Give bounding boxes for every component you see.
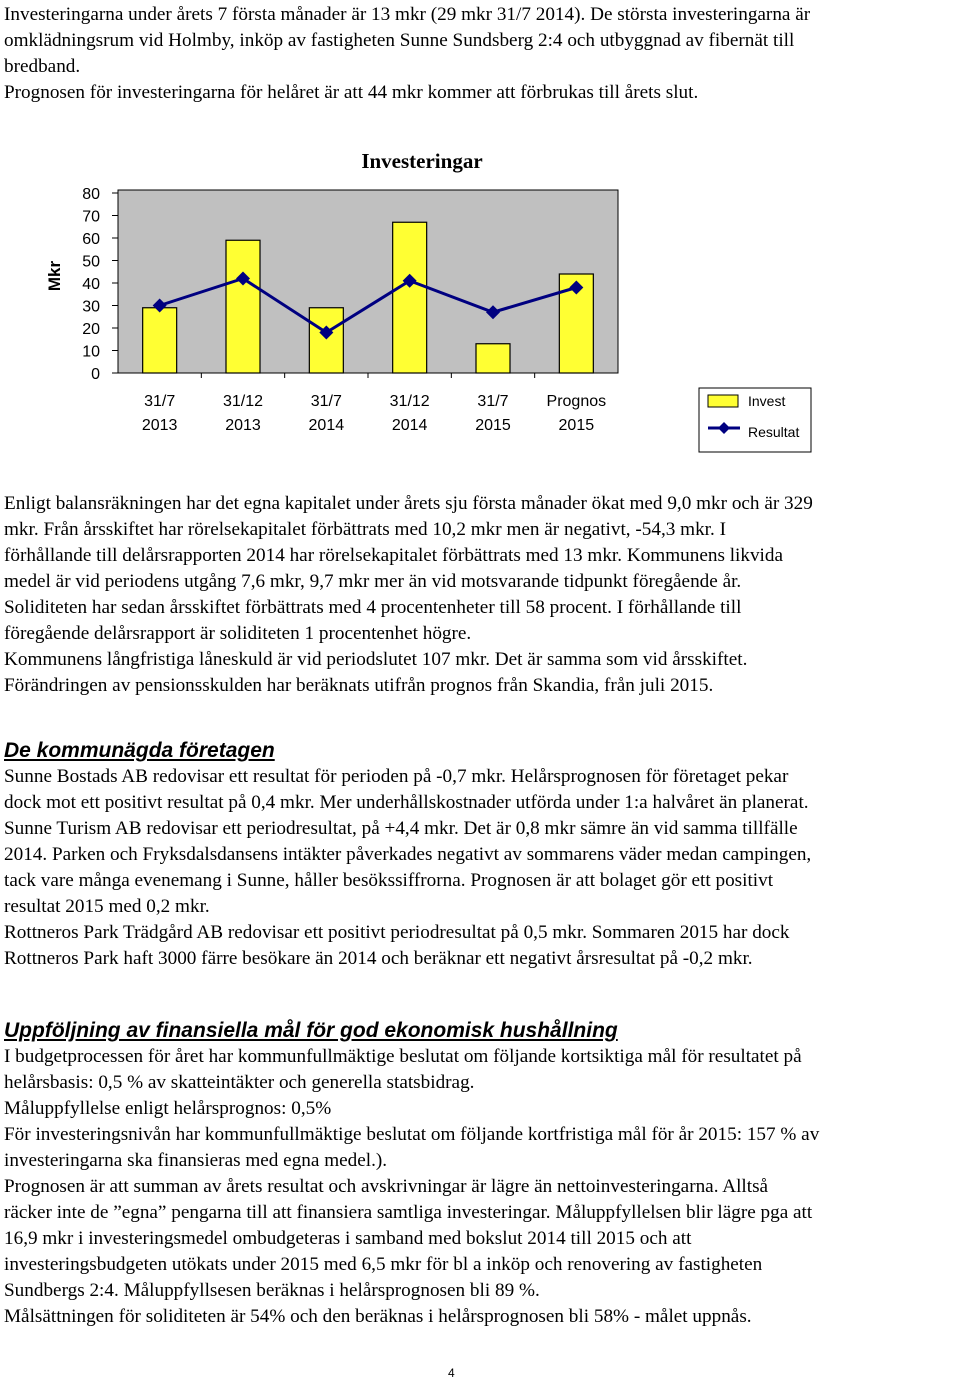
body-line: mkr. Från årsskiftet har rörelsekapitalet förbättrats med 10,2 mkr men är negativt, -54,3 mkr. I [4,519,726,540]
chart-svg [0,120,960,480]
bar-invest [226,240,260,373]
bar-invest [309,308,343,373]
x-tick-label: 31/7 [477,393,509,410]
intro-line: bredband. [4,56,81,77]
chart-legend [699,388,811,452]
x-tick-label: Prognos [546,393,607,410]
x-tick-label: 2015 [558,417,595,434]
x-tick-label: 2014 [391,417,428,434]
body-line: Målsättningen för soliditeten är 54% och den beräknas i helårsprognosen bli 58% - målet uppnås. [4,1306,752,1327]
financial-goals-paragraph [4,1044,956,1330]
bar-invest [393,222,427,373]
body-line: Enligt balansräkningen har det egna kapitalet under årets sju första månader ökat med 9,0 mkr och är 329 [4,493,813,514]
section-heading-companies: De kommunägda företagen [4,739,275,762]
bar-invest [476,344,510,373]
body-line: Kommunens långfristiga låneskuld är vid periodslutet 107 mkr. Det är samma som vid årsskiftet. [4,649,748,670]
x-tick-label: 2014 [308,417,345,434]
body-line: I budgetprocessen för året har kommunfullmäktige beslutat om följande kortsiktiga mål för resultatet på [4,1046,802,1067]
body-line: 2014. Parken och Fryksdalsdansens intäkter påverkades negativt av sommarens väder medan campingen, [4,844,812,865]
x-tick-label: 31/12 [222,393,264,410]
y-tick-label: 50 [82,253,100,271]
y-tick-label: 40 [82,276,100,293]
bar-invest [143,308,177,373]
intro-line: omklädningsrum vid Holmby, inköp av fastigheten Sunne Sundsberg 2:4 och utbyggnad av fibernät till [4,30,795,51]
page-number: 4 [448,1366,455,1380]
body-line: Soliditeten har sedan årsskiftet förbättrats med 4 procentenheter till 58 procent. I förhållande till [4,597,742,618]
y-tick-label: 10 [82,343,100,361]
y-tick-label: 30 [82,298,100,316]
body-line: Sunne Bostads AB redovisar ett resultat för perioden på -0,7 mkr. Helårsprognosen för företaget pekar [4,766,789,787]
investment-chart [0,120,960,480]
body-line: Prognosen är att summan av årets resultat och avskrivningar är lägre än nettoinvesteringarna. Alltså [4,1176,769,1197]
y-axis-title: Mkr [45,260,64,292]
body-line: förhållande till delårsrapporten 2014 har rörelsekapitalet förbättrats med 13 mkr. Kommunens likvida [4,545,783,566]
body-line: räcker inte de ”egna” pengarna till att finansiera samtliga investeringar. Måluppfyllelsen blir lägre pga att [4,1202,813,1223]
y-tick-label: 70 [82,208,100,226]
x-tick-label: 31/7 [144,393,176,410]
x-tick-label: 2015 [475,417,511,434]
y-tick-label: 20 [82,321,100,338]
body-line: föregående delårsrapport är soliditeten 1 procentenhet högre. [4,623,472,644]
companies-paragraph [4,764,956,972]
body-line: För investeringsnivån har kommunfullmäktige beslutat om följande kortfristiga mål för år 2015: 157 % av [4,1124,820,1145]
plot-area [118,190,618,373]
body-line: helårsbasis: 0,5 % av skatteintäkter och generella statsbidrag. [4,1072,475,1093]
intro-line: Prognosen för investeringarna för helåret är att 44 mkr kommer att förbrukas till årets slut. [4,82,699,103]
x-tick-label: 2013 [225,417,261,434]
body-line: Förändringen av pensionsskulden har beräknats utifrån prognos från Skandia, från juli 2015. [4,675,714,696]
legend-label-invest: Invest [748,393,786,409]
body-line: resultat 2015 med 0,2 mkr. [4,896,210,917]
body-line: Rottneros Park Trädgård AB redovisar ett positivt periodresultat på 0,5 mkr. Sommaren 2015 har dock [4,922,790,943]
x-tick-label: 2013 [141,417,178,434]
body-line: investeringsbudgeten utökats under 2015 med 6,5 mkr för bl a inköp och renovering av fastigheten [4,1254,763,1275]
intro-line: Investeringarna under årets 7 första månader är 13 mkr (29 mkr 31/7 2014). De största investeringarna är [4,4,811,25]
body-line: dock mot ett positivt resultat på 0,4 mkr. Mer underhållskostnader utförda under 1:a halvåret än planerat. [4,792,809,813]
legend-swatch-invest [708,395,738,407]
chart-title: Investeringar [361,149,483,173]
body-line: Rottneros Park haft 3000 färre besökare än 2014 och beräknar ett negativt årsresultat på -0,2 mkr. [4,948,753,969]
legend-label-resultat: Resultat [748,424,800,440]
body-line: tack vare många evenemang i Sunne, håller besökssiffrorna. Prognosen är att bolaget gör ett positivt [4,870,774,891]
body-line: investeringarna ska finansieras med egna medel.). [4,1150,388,1171]
section-heading-financial-goals: Uppföljning av finansiella mål för god ekonomisk hushållning [4,1019,618,1042]
y-tick-label: 60 [82,231,100,248]
x-tick-label: 31/7 [310,393,342,410]
x-tick-label: 31/12 [389,393,430,410]
y-tick-label: 0 [91,366,100,383]
body-line: 16,9 mkr i investeringsmedel ombudgeteras i samband med bokslut 2014 till 2015 och att [4,1228,692,1249]
intro-paragraph [4,2,956,106]
balance-paragraph [4,491,956,699]
body-line: medel är vid periodens utgång 7,6 mkr, 9,7 mkr mer än vid motsvarande tidpunkt föregående år. [4,571,742,592]
y-tick-label: 80 [82,186,100,203]
body-line: Måluppfyllelse enligt helårsprognos: 0,5% [4,1098,332,1119]
body-line: Sunne Turism AB redovisar ett periodresultat, på +4,4 mkr. Det är 0,8 mkr sämre än vid samma tillfälle [4,818,798,839]
body-line: Sundbergs 2:4. Måluppfyllsesen beräknas i helårsprognosen bli 89 %. [4,1280,540,1301]
